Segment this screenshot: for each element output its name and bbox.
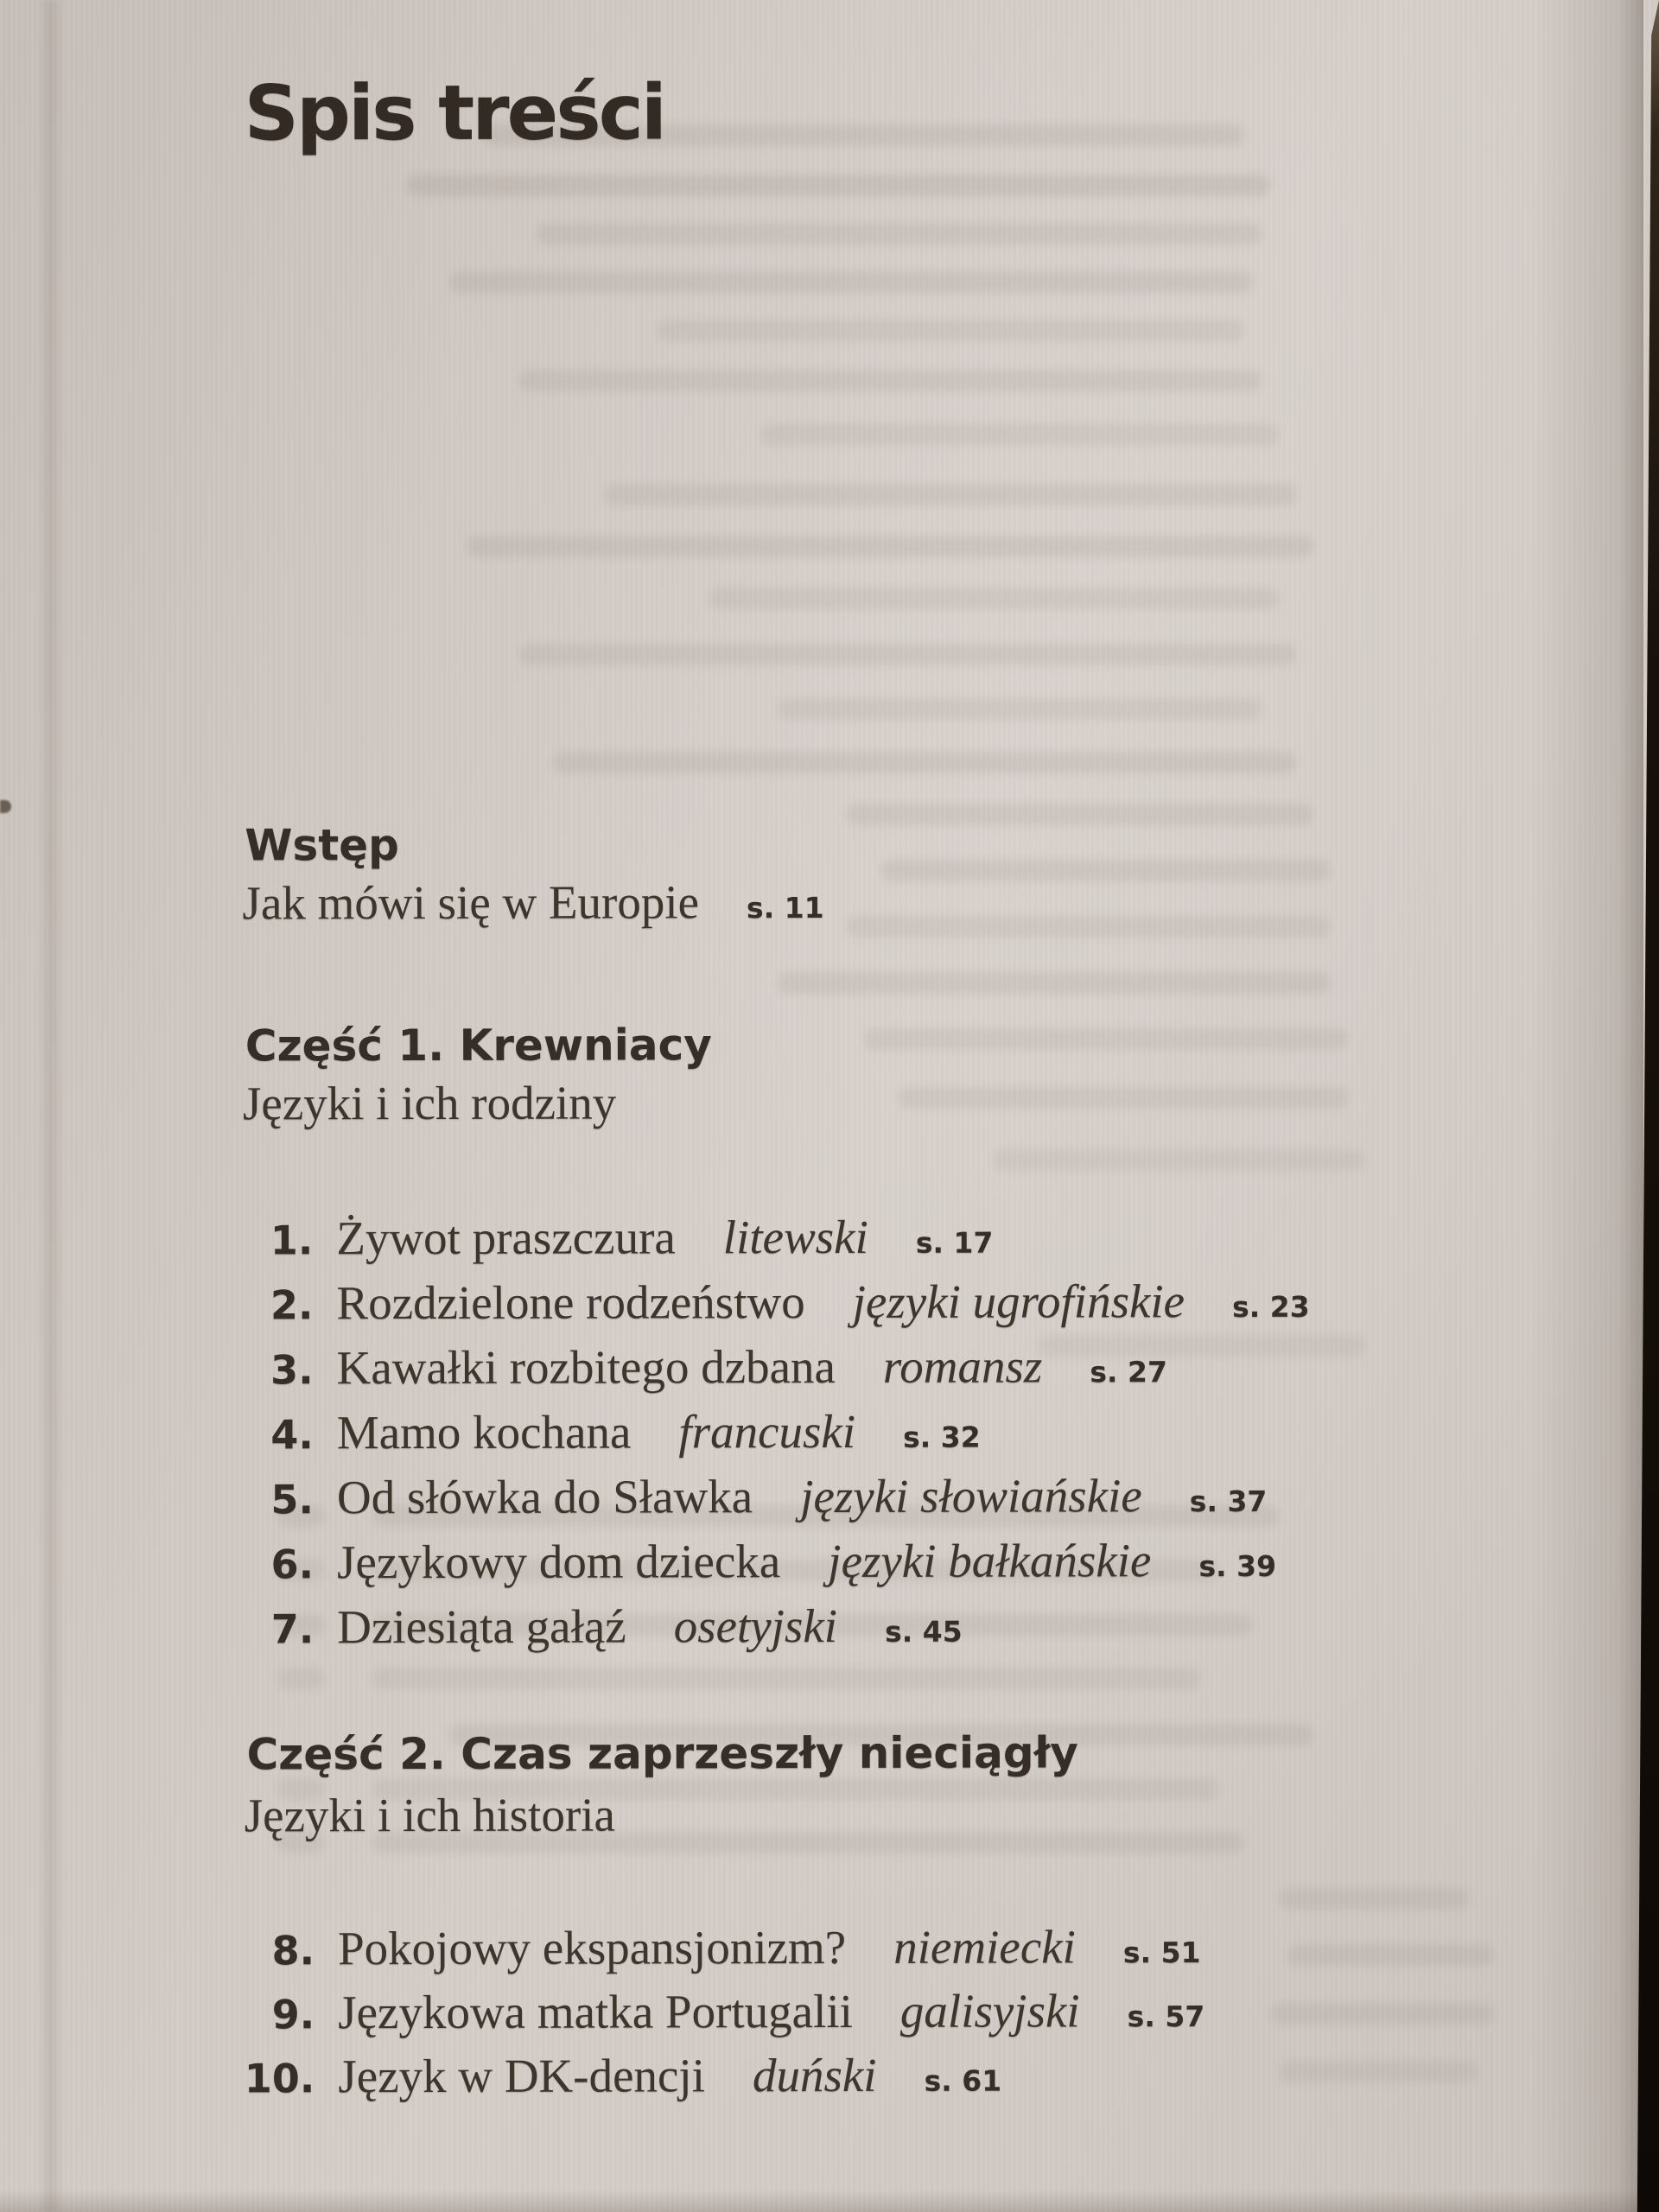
toc-item-title: Od słówka do Sławka xyxy=(336,1470,753,1524)
toc-item xyxy=(208,1533,1276,1590)
toc-item-language: języki słowiańskie xyxy=(800,1469,1142,1523)
toc-item-page-ref: s. 23 xyxy=(1232,1289,1310,1325)
toc-item-title: Kawałki rozbitego dzbana xyxy=(336,1339,836,1395)
toc-item-number: 4. xyxy=(270,1411,314,1459)
toc-item-page-ref: s. 17 xyxy=(915,1225,994,1260)
toc-item-title: Dziesiąta gałąź xyxy=(337,1599,626,1654)
toc-item-language: niemiecki xyxy=(893,1920,1076,1974)
toc-item-page-ref: s. 45 xyxy=(885,1614,963,1649)
toc-item-title: Rozdzielone rodzeństwo xyxy=(336,1275,805,1330)
toc-item-page-ref: s. 32 xyxy=(903,1420,981,1454)
toc-item-title: Żywot praszczura xyxy=(336,1211,676,1265)
toc-item-number: 10. xyxy=(244,2055,315,2102)
toc-item-page-ref: s. 57 xyxy=(1127,1999,1205,2034)
toc-item-language: francuski xyxy=(678,1404,856,1459)
toc-item-number: 2. xyxy=(270,1281,314,1329)
toc-item-title: Mamo kochana xyxy=(336,1405,632,1459)
part1-heading: Część 1. Krewniacy xyxy=(245,1020,712,1071)
intro-heading: Wstęp xyxy=(245,820,399,871)
toc-item-page-ref: s. 39 xyxy=(1198,1548,1277,1584)
toc-item-language: duński xyxy=(752,2048,877,2102)
toc-item-language: galisyjski xyxy=(899,1984,1080,2037)
toc-item-language: romansz xyxy=(882,1339,1043,1393)
toc-item-language: języki bałkańskie xyxy=(828,1534,1152,1588)
toc-item-number: 5. xyxy=(270,1476,315,1523)
part1-subheading: Języki i ich rodziny xyxy=(242,1076,617,1130)
toc-item xyxy=(207,1274,1309,1331)
toc-item-title: Językowy dom dziecka xyxy=(337,1535,781,1589)
toc-item-title: Pokojowy ekspansjonizm? xyxy=(337,1920,847,1975)
toc-item-page-ref: s. 61 xyxy=(924,2063,1002,2098)
part2-heading: Część 2. Czas zaprzeszły nieciągły xyxy=(246,1727,1078,1780)
toc-item-language: litewski xyxy=(722,1210,868,1264)
toc-item-number: 8. xyxy=(271,1927,315,1974)
toc-item-number: 3. xyxy=(270,1346,314,1394)
toc-item xyxy=(209,1919,1201,1975)
part2-subheading: Języki i ich historia xyxy=(244,1788,615,1842)
toc-item-page-ref: s. 37 xyxy=(1189,1484,1268,1519)
toc-item-title: Język w DK-dencji xyxy=(338,2049,706,2103)
toc-item xyxy=(208,1468,1268,1525)
toc-item-language: języki ugrofińskie xyxy=(852,1274,1185,1328)
toc-item xyxy=(209,2048,1001,2104)
toc-item-language: osetyjski xyxy=(673,1599,838,1653)
toc-item-number: 6. xyxy=(270,1541,315,1588)
toc-item xyxy=(209,1983,1205,2039)
toc-item-number: 1. xyxy=(270,1217,314,1264)
toc-item-number: 7. xyxy=(270,1605,315,1653)
toc-item-page-ref: s. 51 xyxy=(1122,1936,1201,1970)
intro-line xyxy=(242,874,823,930)
toc-item-title: Językowa matka Portugalii xyxy=(338,1984,853,2039)
intro-line-title: Jak mówi się w Europie xyxy=(242,875,700,930)
toc-item xyxy=(208,1404,981,1460)
toc-item xyxy=(208,1599,963,1655)
toc-item-page-ref: s. 27 xyxy=(1090,1355,1167,1389)
page-title: Spis treści xyxy=(244,67,665,158)
toc-item-number: 9. xyxy=(271,1991,315,2038)
intro-page-ref: s. 11 xyxy=(746,891,824,925)
toc-item xyxy=(208,1338,1167,1395)
toc-item xyxy=(207,1210,993,1266)
